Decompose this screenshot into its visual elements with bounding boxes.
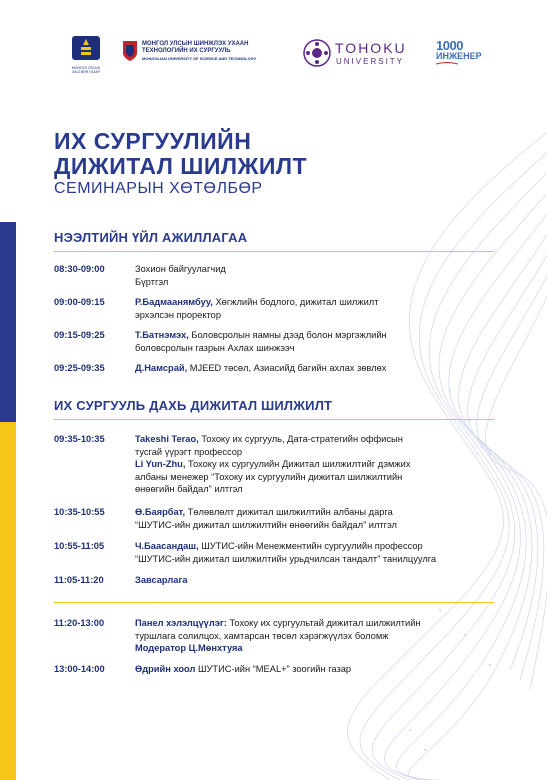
- moderator-name: Модератор Ц.Мөнхтуяа: [135, 643, 243, 653]
- must-shield-icon: [122, 40, 138, 62]
- engineer-number: 1000: [436, 38, 463, 53]
- engineer-logo: [436, 38, 496, 67]
- tohoku-emblem-icon: [302, 38, 332, 68]
- speaker-name: Т.Батнэмэх,: [135, 330, 189, 340]
- schedule-time: 10:35-10:55: [54, 507, 105, 517]
- schedule-text: Төлөвлөлт дижитал шилжилтийн албаны дарга: [185, 507, 393, 517]
- schedule-text: туршлага солилцох, хамтарсан төсөл хэрэгжүүлэх боломж: [135, 630, 389, 641]
- must-name-line1: МОНГОЛ УЛСЫН ШИНЖЛЭХ УХААН: [142, 41, 249, 47]
- schedule-text: тусгай үүрэгт профессор: [135, 446, 243, 457]
- section-divider: [54, 251, 494, 252]
- schedule-time: 09:00-09:15: [54, 297, 105, 307]
- tohoku-sub: UNIVERSITY: [336, 57, 405, 66]
- speaker-name: Д.Намсрай,: [135, 363, 188, 373]
- title-line-1: ИХ СУРГУУЛИЙН: [54, 128, 252, 154]
- schedule-text: “ШУТИС-ийн дижитал шилжилтийн урьдчилсан тандалт” танилцуулга: [135, 553, 437, 564]
- schedule-time: 09:35-10:35: [54, 434, 105, 444]
- schedule-time: 11:05-11:20: [54, 575, 104, 585]
- schedule-time: 09:25-09:35: [54, 363, 105, 373]
- schedule-text: Тохоку их сургуулийн Дижитал шилжилтийг дэмжих: [185, 459, 411, 469]
- must-name-line2: ТЕХНОЛОГИЙН ИХ СУРГУУЛЬ: [142, 48, 231, 54]
- schedule-text: өнөөгийн байдал” илтгэл: [135, 484, 243, 494]
- speaker-name: Takeshi Terao,: [135, 434, 199, 444]
- section-divider: [54, 602, 494, 603]
- panel-label: Панел хэлэлцүүлэг:: [135, 618, 227, 628]
- engineer-underline-icon: [436, 61, 458, 67]
- break-label: Завсарлага: [135, 575, 188, 585]
- logo-row: [0, 36, 547, 76]
- tohoku-name: TOHOKU: [335, 40, 407, 56]
- schedule-text: Боловсролын яамны дээд болон мэргэжлийн: [188, 330, 387, 340]
- schedule-text: боловсролын газрын Ахлах шинжээч: [135, 342, 295, 353]
- schedule-text: Бүртгэл: [135, 276, 169, 287]
- schedule-time: 10:55-11:05: [54, 541, 105, 551]
- side-bar-blue: [0, 222, 16, 422]
- schedule-text: MJEED төсөл, Азиасийд багийн ахлах зөвлөх: [187, 363, 387, 373]
- section-divider: [54, 419, 494, 420]
- speaker-name: Ч.Баасандаш,: [135, 541, 199, 551]
- schedule-text: ШУТИС-ийн Менежментийн сургуулийн профессор: [198, 541, 423, 551]
- subtitle: СЕМИНАРЫН ХӨТӨЛБӨР: [54, 180, 263, 197]
- schedule-text: албаны менежер “Тохоку их сургуулийн дижитал шилжилтийн: [135, 471, 403, 482]
- schedule-text: эрхэлсэн проректор: [135, 309, 222, 320]
- speaker-name: Ө.Баярбат,: [135, 507, 186, 517]
- lunch-label: Өдрийн хоол: [135, 664, 196, 674]
- schedule-time: 11:20-13:00: [54, 618, 105, 628]
- schedule-text: “ШУТИС-ийн дижитал шилжилтийн өнөөгийн байдал” илтгэл: [135, 519, 397, 530]
- schedule-time: 08:30-09:00: [54, 264, 105, 274]
- must-name-line3: MONGOLIAN UNIVERSITY OF SCIENCE AND TECHNOLOGY: [142, 56, 257, 61]
- schedule-text: Хөгжлийн бодлого, дижитал шилжилт: [212, 297, 379, 307]
- government-logo-text: МОНГОЛ УЛСЫН ЗАСГИЙН ГАЗАР: [71, 66, 101, 74]
- schedule-text: Зохион байгуулагчид: [135, 264, 226, 274]
- speaker-name: Li Yun-Zhu,: [135, 459, 186, 469]
- section-heading-digital: ИХ СУРГУУЛЬ ДАХЬ ДИЖИТАЛ ШИЛЖИЛТ: [54, 398, 333, 413]
- section-heading-opening: НЭЭЛТИЙН ҮЙЛ АЖИЛЛАГАА: [54, 230, 248, 245]
- schedule-text: Тохоку их сургуультай дижитал шилжилтийн: [226, 618, 421, 628]
- schedule-text: Тохоку их сургууль, Дата-стратегийн оффисын: [198, 434, 403, 444]
- government-logo: [68, 36, 104, 74]
- soyombo-emblem-icon: [72, 36, 100, 60]
- schedule-time: 13:00-14:00: [54, 664, 105, 674]
- title-line-2: ДИЖИТАЛ ШИЛЖИЛТ: [54, 153, 308, 179]
- schedule-time: 09:15-09:25: [54, 330, 105, 340]
- engineer-word: ИНЖЕНЕР: [436, 51, 482, 61]
- speaker-name: Р.Бадмаанямбуу,: [135, 297, 213, 307]
- schedule-text: ШУТИС-ийн “MEAL+” зоогийн газар: [195, 664, 352, 674]
- side-bar-yellow: [0, 422, 16, 780]
